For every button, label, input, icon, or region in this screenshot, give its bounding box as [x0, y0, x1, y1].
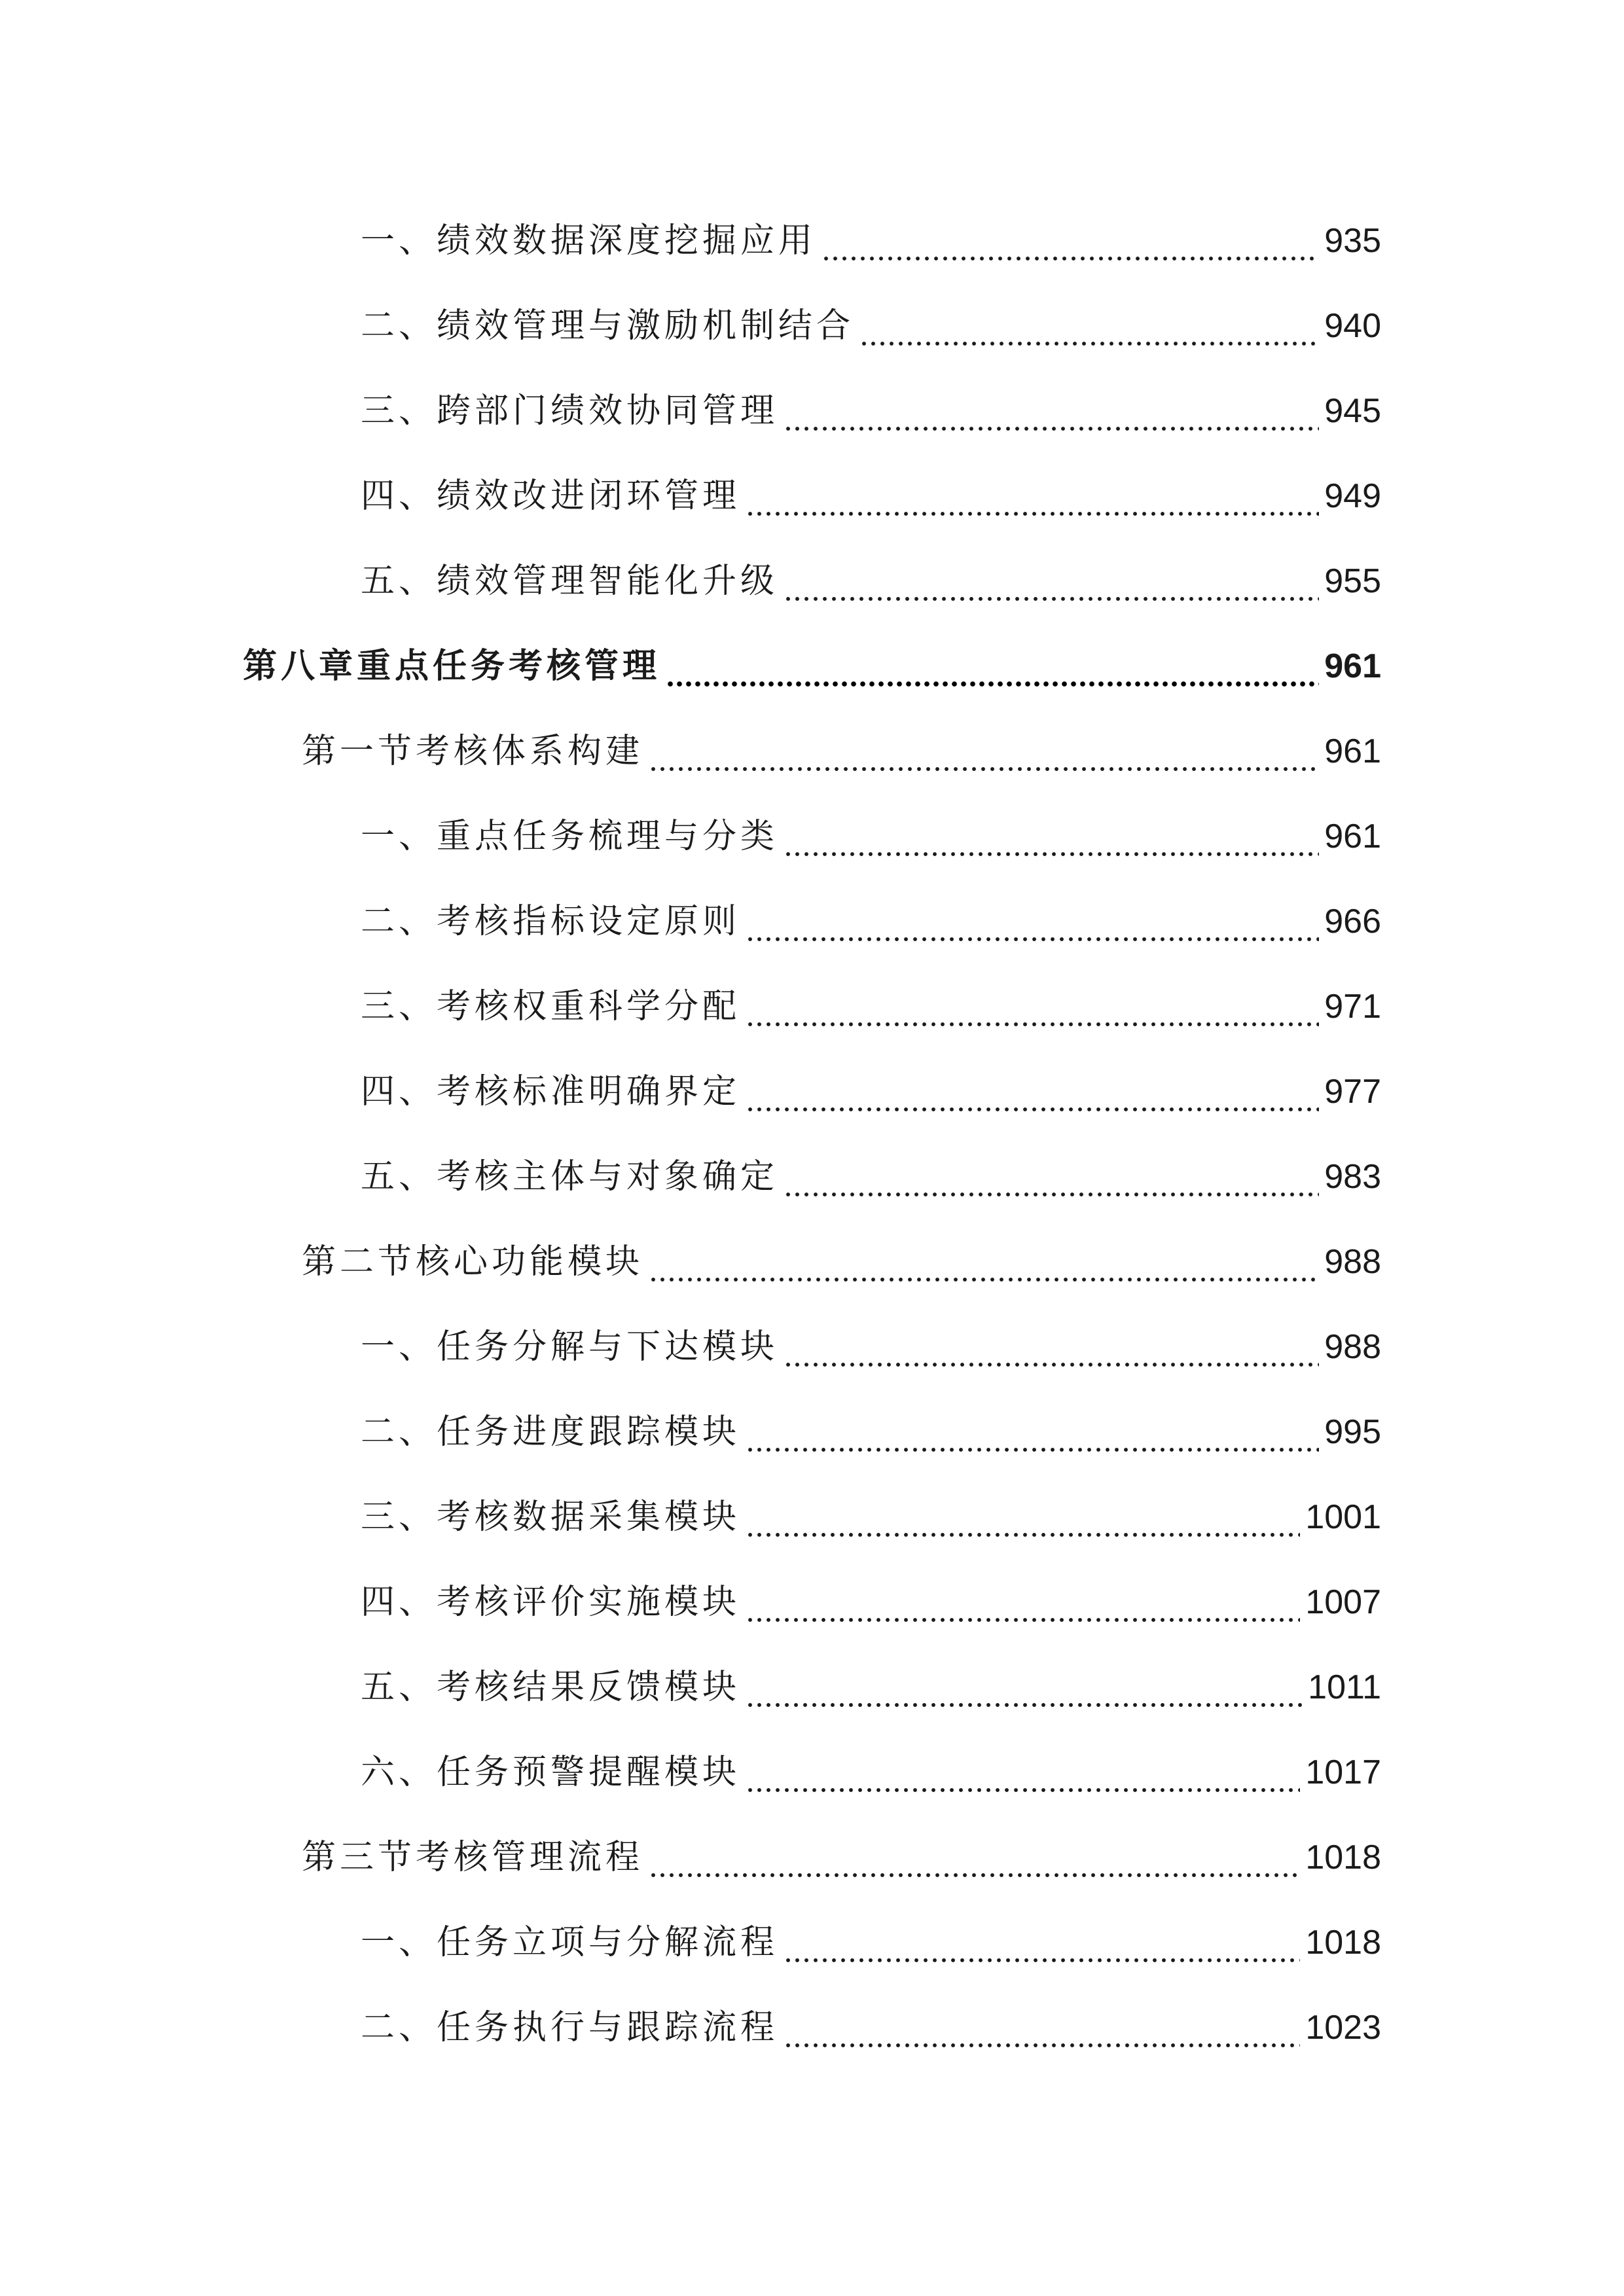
toc-entry-title: 四、绩效改进闭环管理: [361, 476, 741, 516]
toc-dot-leader: [784, 1144, 1319, 1210]
toc-entry-title: 一、重点任务梳理与分类: [361, 817, 779, 856]
toc-page-number: 1018: [1305, 1924, 1381, 1962]
toc-dot-leader: [821, 208, 1319, 274]
toc-entry-title: 五、考核结果反馈模块: [361, 1668, 741, 1707]
toc-page-number: 1017: [1305, 1753, 1381, 1791]
toc-page-number: 961: [1324, 647, 1381, 685]
toc-page-number: 1007: [1305, 1583, 1381, 1621]
toc-page-number: 971: [1324, 988, 1381, 1026]
toc-subsection-entry[interactable]: [361, 1144, 1381, 1210]
toc-page-number: 935: [1324, 222, 1381, 260]
toc-entry-title: 第一节考核体系构建: [302, 732, 644, 771]
toc-subsection-entry[interactable]: [361, 463, 1381, 529]
toc-entry-title: 二、考核指标设定原则: [361, 902, 741, 941]
toc-dot-leader: [746, 889, 1319, 954]
toc-dot-leader: [746, 1059, 1319, 1124]
toc-entry-title: 二、绩效管理与激励机制结合: [361, 306, 855, 346]
toc-page-number: 1023: [1305, 2009, 1381, 2047]
toc-dot-leader: [746, 1740, 1300, 1805]
toc-entry-title: 第八章重点任务考核管理: [243, 647, 661, 686]
toc-page-number: 955: [1324, 562, 1381, 600]
toc-dot-leader: [746, 1484, 1300, 1550]
toc-section-entry[interactable]: [302, 1825, 1381, 1890]
toc-subsection-entry[interactable]: [361, 548, 1381, 614]
toc-dot-leader: [784, 378, 1319, 444]
toc-page-number: 945: [1324, 392, 1381, 430]
toc-dot-leader: [746, 1655, 1303, 1720]
toc-dot-leader: [746, 1570, 1300, 1635]
toc-page-number: 1011: [1308, 1668, 1381, 1706]
toc-dot-leader: [784, 1314, 1319, 1380]
toc-dot-leader: [784, 804, 1319, 869]
toc-entry-title: 三、考核权重科学分配: [361, 987, 741, 1026]
toc-page-number: 940: [1324, 307, 1381, 345]
toc-entry-title: 三、跨部门绩效协同管理: [361, 391, 779, 431]
toc-entry-title: 二、任务进度跟踪模块: [361, 1412, 741, 1452]
toc-page-number: 995: [1324, 1413, 1381, 1451]
toc-page-number: 949: [1324, 477, 1381, 515]
toc-subsection-entry[interactable]: [361, 293, 1381, 359]
toc-dot-leader: [649, 1825, 1300, 1890]
toc-page-number: 988: [1324, 1328, 1381, 1366]
toc-subsection-entry[interactable]: [361, 378, 1381, 444]
toc-dot-leader: [746, 974, 1319, 1039]
toc-subsection-entry[interactable]: [361, 1570, 1381, 1635]
toc-page-number: 1018: [1305, 1839, 1381, 1876]
toc-subsection-entry[interactable]: [361, 1059, 1381, 1124]
toc-subsection-entry[interactable]: [361, 1995, 1381, 2060]
toc-entry-title: 六、任务预警提醒模块: [361, 1753, 741, 1792]
toc-dot-leader: [784, 548, 1319, 614]
toc-entry-title: 第二节核心功能模块: [302, 1242, 644, 1282]
toc-entry-title: 一、任务分解与下达模块: [361, 1327, 779, 1367]
toc-entry-title: 二、任务执行与跟踪流程: [361, 2008, 779, 2047]
toc-entry-title: 一、任务立项与分解流程: [361, 1923, 779, 1962]
toc-page-number: 961: [1324, 732, 1381, 770]
toc-page-number: 966: [1324, 903, 1381, 941]
toc-dot-leader: [666, 634, 1319, 699]
toc-subsection-entry[interactable]: [361, 1740, 1381, 1805]
toc-entry-title: 第三节考核管理流程: [302, 1838, 644, 1877]
toc-subsection-entry[interactable]: [361, 889, 1381, 954]
toc-dot-leader: [784, 1995, 1300, 2060]
toc-page-number: 1001: [1305, 1498, 1381, 1536]
toc-page-number: 988: [1324, 1243, 1381, 1281]
toc-subsection-entry[interactable]: [361, 974, 1381, 1039]
toc-entry-title: 五、考核主体与对象确定: [361, 1157, 779, 1196]
toc-entry-title: 四、考核标准明确界定: [361, 1072, 741, 1111]
toc-subsection-entry[interactable]: [361, 804, 1381, 869]
toc-subsection-entry[interactable]: [361, 1314, 1381, 1380]
toc-page-number: 977: [1324, 1073, 1381, 1111]
toc-dot-leader: [784, 1910, 1300, 1975]
toc-dot-leader: [746, 463, 1319, 529]
toc-entry-title: 四、考核评价实施模块: [361, 1583, 741, 1622]
toc-subsection-entry[interactable]: [361, 1655, 1381, 1720]
toc-subsection-entry[interactable]: [361, 1399, 1381, 1465]
toc-page-number: 983: [1324, 1158, 1381, 1196]
toc-subsection-entry[interactable]: [361, 1484, 1381, 1550]
toc-section-entry[interactable]: [302, 1229, 1381, 1295]
toc-dot-leader: [859, 293, 1319, 359]
toc-dot-leader: [649, 719, 1319, 784]
toc-dot-leader: [746, 1399, 1319, 1465]
toc-entry-title: 一、绩效数据深度挖掘应用: [361, 221, 817, 260]
toc-dot-leader: [649, 1229, 1319, 1295]
toc-subsection-entry[interactable]: [361, 208, 1381, 274]
toc-section-entry[interactable]: [302, 719, 1381, 784]
toc-entry-title: 三、考核数据采集模块: [361, 1498, 741, 1537]
toc-chapter-entry[interactable]: [243, 634, 1381, 699]
toc-page-number: 961: [1324, 817, 1381, 855]
toc-subsection-entry[interactable]: [361, 1910, 1381, 1975]
toc-entry-title: 五、绩效管理智能化升级: [361, 562, 779, 601]
